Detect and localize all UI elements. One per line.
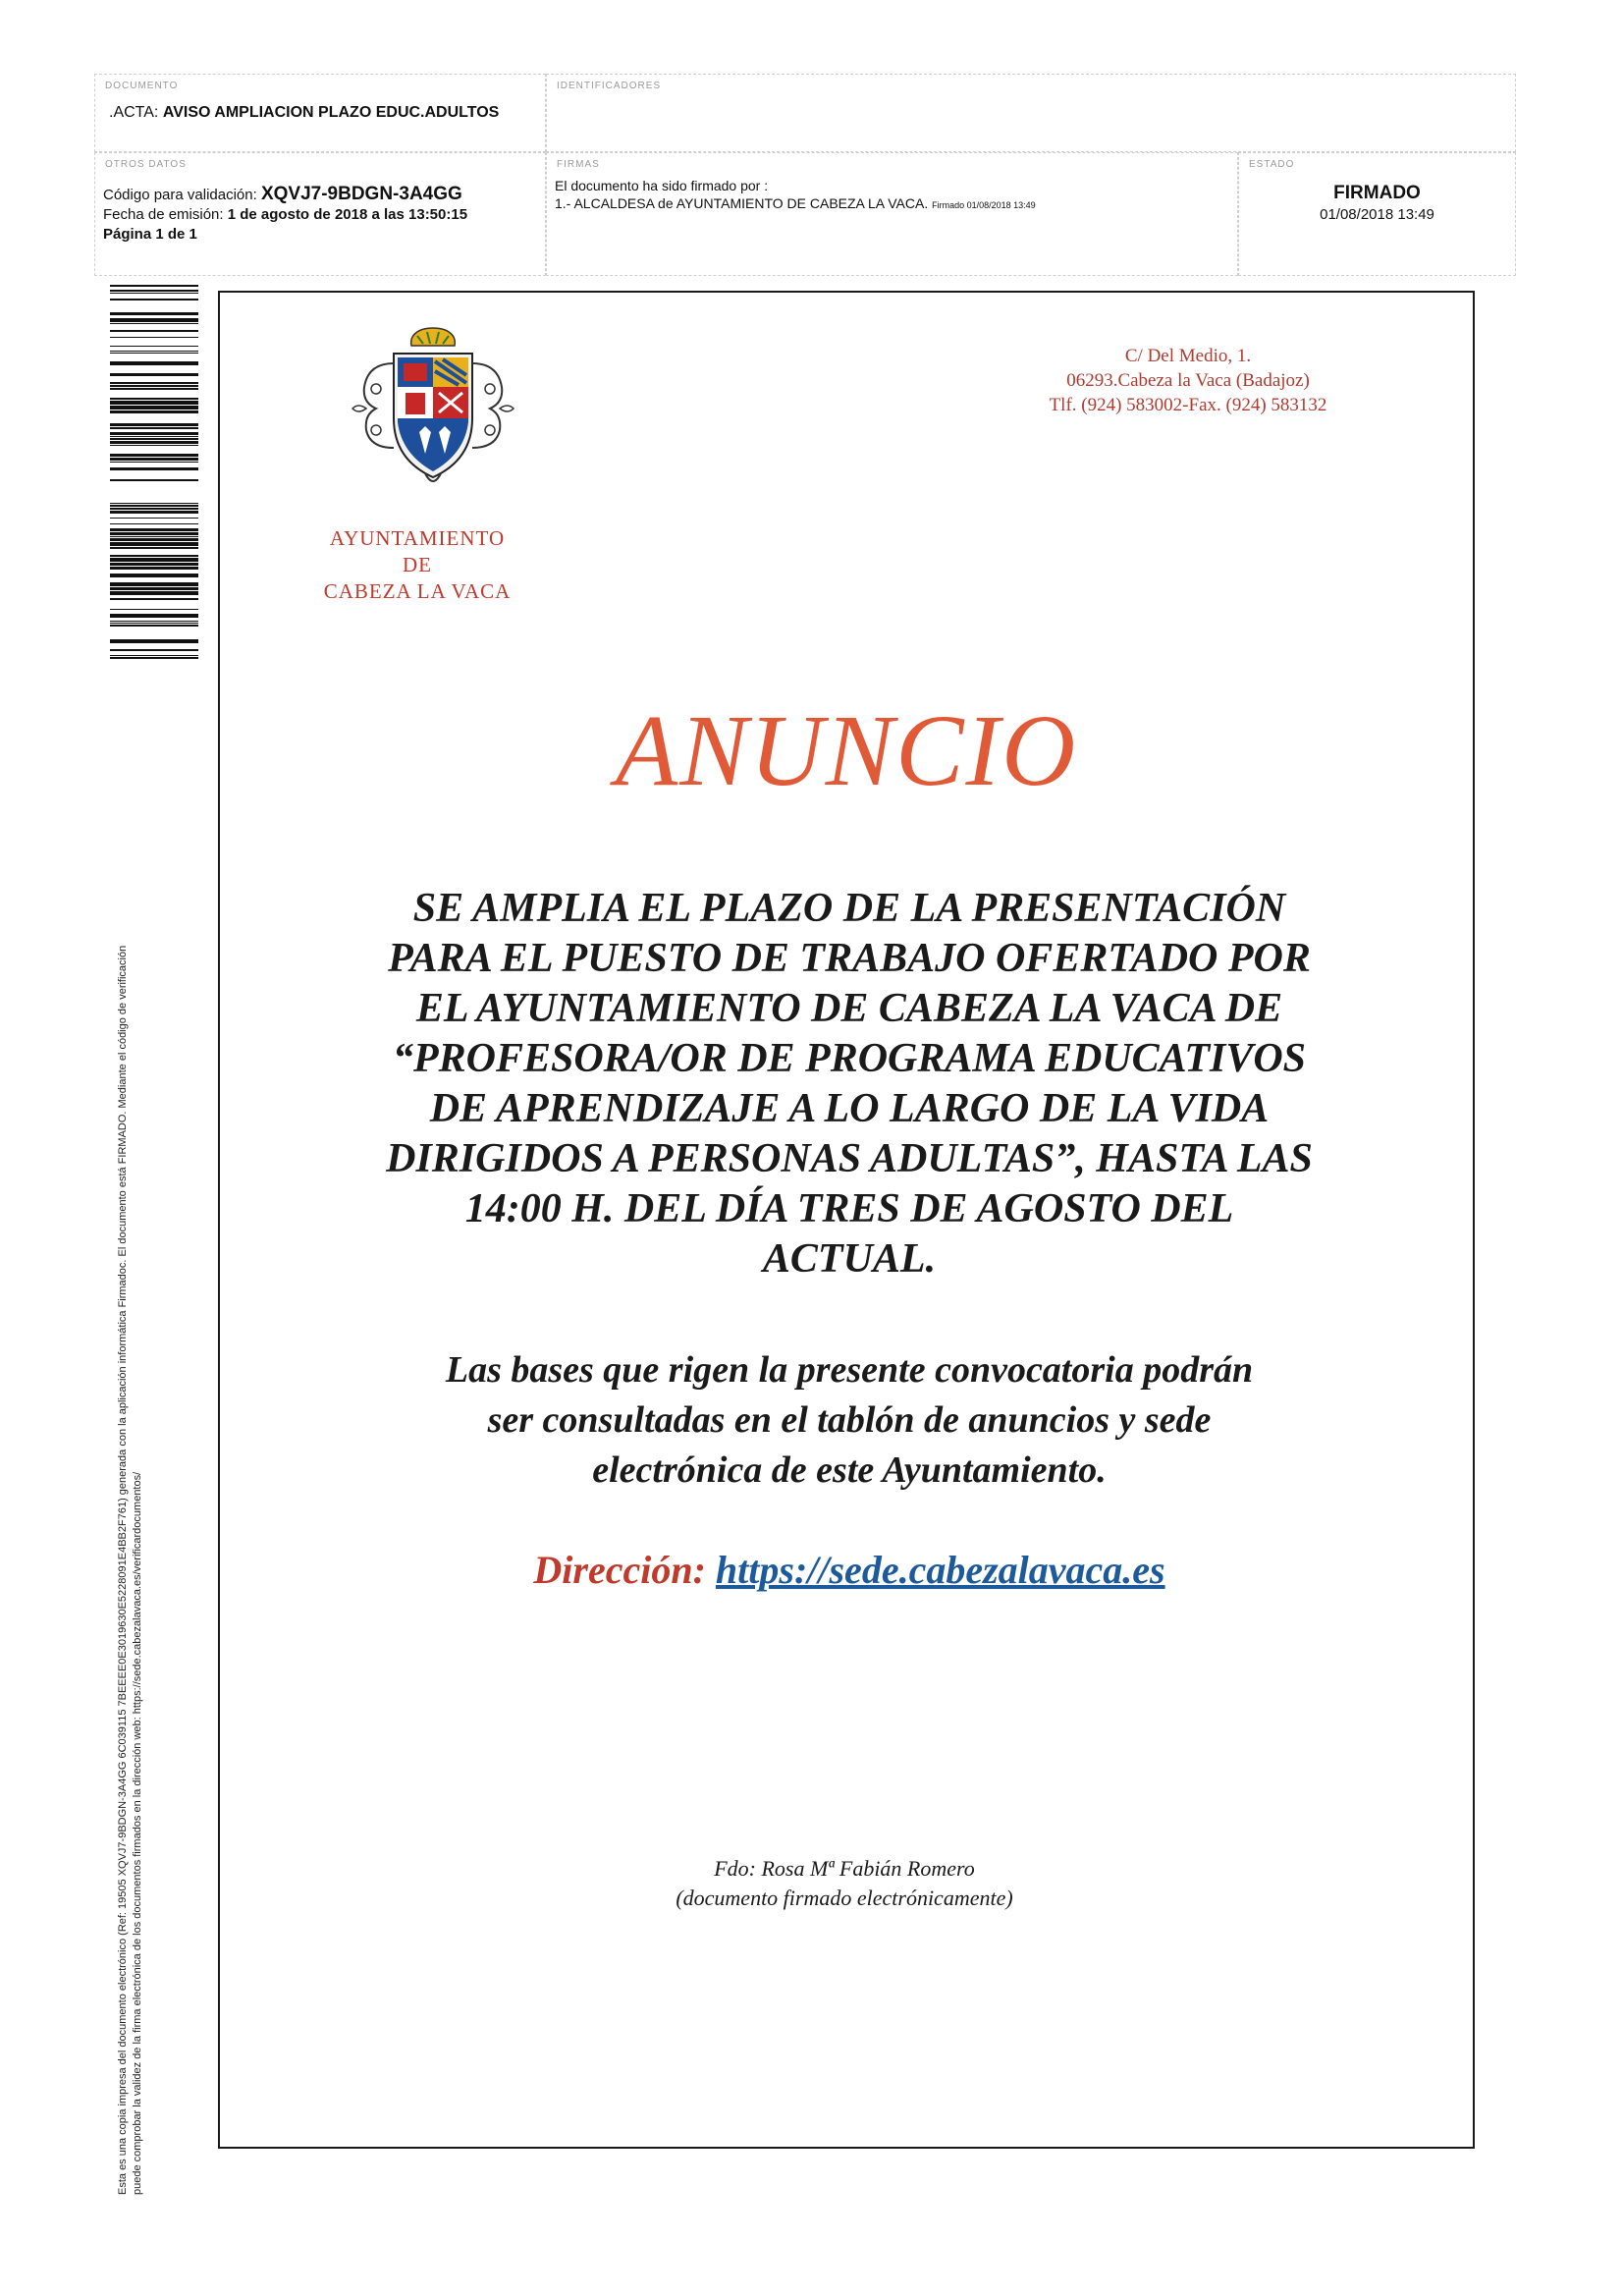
announcement-title: ANUNCIO	[615, 694, 1078, 807]
fecha-value: 1 de agosto de 2018 a las 13:50:15	[227, 206, 468, 223]
barcode-bar	[110, 290, 198, 292]
barcode-bar	[110, 318, 198, 322]
verification-side-text	[116, 946, 145, 2195]
coat-of-arms-icon	[349, 324, 517, 491]
body-line: EL AYUNTAMIENTO DE CABEZA LA VACA DE	[415, 986, 1283, 1031]
barcode-bar	[110, 623, 198, 624]
barcode-bar	[110, 505, 198, 507]
barcode-bar	[110, 582, 198, 586]
direccion-line	[314, 1547, 1384, 1593]
barcode-bar	[110, 479, 198, 481]
otros-datos-cell	[94, 152, 546, 276]
barcode-bar	[110, 467, 198, 470]
barcode-bar	[110, 511, 198, 514]
barcode-bar	[110, 508, 198, 510]
barcode-bar	[110, 639, 198, 643]
codigo-value: XQVJ7-9BDGN-3A4GG	[260, 184, 462, 204]
documento-title	[109, 104, 499, 122]
estado-date: 01/08/2018 13:49	[1320, 206, 1434, 223]
body-line: ACTUAL.	[762, 1236, 937, 1282]
sede-link[interactable]: https://sede.cabezalavaca.es	[715, 1548, 1165, 1592]
barcode-bar	[110, 312, 198, 315]
side-text-line-2: puede comprobar la validez de la firma electrónica de los documentos firmados en la dirección web: https://sede.cabezalavaca.es/verificardocumentos/	[132, 1471, 143, 2195]
estado-cell	[1238, 152, 1516, 276]
barcode-bar	[110, 423, 198, 426]
barcode-bar	[110, 410, 198, 413]
barcode-bar	[110, 609, 198, 610]
announcement-body	[314, 884, 1384, 1285]
barcode-bar	[110, 427, 198, 429]
documento-cell	[94, 74, 546, 152]
firmas-timestamp: Firmado 01/08/2018 13:49	[932, 200, 1036, 210]
bases-line: Las bases que rigen la presente convocatoria podrán	[445, 1349, 1254, 1391]
barcode-bar	[110, 330, 198, 332]
barcode-bar	[110, 558, 198, 562]
estado-value: FIRMADO	[1333, 183, 1421, 203]
identificadores-cell	[546, 74, 1516, 152]
barcode-bar	[110, 621, 198, 622]
barcode-bar	[110, 388, 198, 390]
barcode-bar	[110, 373, 198, 376]
address-line-3: Tlf. (924) 583002-Fax. (924) 583132	[1049, 395, 1327, 415]
firmas-label: FIRMAS	[557, 159, 600, 170]
bases-line: ser consultadas en el tablón de anuncios y sede	[487, 1399, 1212, 1441]
barcode-bar	[110, 299, 198, 301]
barcode-bar	[110, 547, 198, 549]
barcode-bar	[110, 445, 198, 446]
barcode-bar	[110, 382, 198, 384]
barcode-bar	[110, 591, 198, 595]
direccion-label: Dirección:	[533, 1548, 706, 1592]
codigo-label: Código para validación:	[103, 187, 257, 203]
barcode-bar	[110, 398, 198, 400]
otros-label: OTROS DATOS	[105, 159, 187, 170]
body-line: DE APRENDIZAJE A LO LARGO DE LA VIDA	[429, 1086, 1270, 1131]
barcode-bar	[110, 323, 198, 324]
firmas-line-2	[555, 194, 1036, 214]
barcode-bar	[110, 346, 198, 347]
firmas-signer: 1.- ALCALDESA de AYUNTAMIENTO DE CABEZA LA VACA.	[555, 195, 929, 211]
municipality-line-2: DE	[403, 553, 432, 576]
barcode-bar	[110, 401, 198, 405]
barcode-image	[110, 285, 198, 664]
barcode-bar	[110, 574, 198, 577]
signer-name: Fdo: Rosa Mª Fabián Romero	[714, 1856, 975, 1881]
body-line: DIRIGIDOS A PERSONAS ADULTAS”, HASTA LAS	[386, 1136, 1313, 1181]
fecha-label: Fecha de emisión:	[103, 206, 224, 223]
barcode-bar	[110, 532, 198, 535]
barcode-bar	[110, 337, 198, 338]
barcode-bar	[110, 657, 198, 659]
fecha-line	[103, 205, 467, 225]
barcode-bar	[110, 361, 198, 365]
pagina-text: Página 1 de 1	[103, 226, 197, 243]
barcode-bar	[110, 528, 198, 531]
barcode-bar	[110, 614, 198, 618]
barcode-bar	[110, 438, 198, 440]
barcode-bar	[110, 441, 198, 444]
barcode-bar	[110, 458, 198, 461]
barcode-bar	[110, 518, 198, 519]
barcode-bar	[110, 538, 198, 541]
barcode-bar	[110, 406, 198, 410]
barcode-bar	[110, 563, 198, 566]
body-line: SE AMPLIA EL PLAZO DE LA PRESENTACIÓN	[412, 886, 1286, 931]
body-line: 14:00 H. DEL DÍA TRES DE AGOSTO DEL	[464, 1186, 1234, 1231]
barcode-bar	[110, 655, 198, 656]
identificadores-label: IDENTIFICADORES	[557, 81, 662, 91]
body-line: “PROFESORA/OR DE PROGRAMA EDUCATIVOS	[392, 1036, 1307, 1081]
signature-note: (documento firmado electrónicamente)	[676, 1886, 1013, 1910]
barcode-bar	[110, 462, 198, 463]
barcode-bar	[110, 536, 198, 537]
address-block	[992, 344, 1384, 417]
municipality-line-1: AYUNTAMIENTO	[329, 526, 506, 550]
side-text-line-1: Esta es una copia impresa del documento electrónico (Ref: 19505 XQVJ7-9BDGN-3A4GG 6C039115 7BEEEE0E3019630E5228091E4BB2F761) generada con la aplicación informática Firmadoc. El documento está FIRMADO. Mediante el código de verificación	[117, 945, 129, 2195]
barcode-bar	[110, 285, 198, 287]
barcode-bar	[110, 351, 198, 352]
barcode-bar	[110, 385, 198, 387]
barcode-bar	[110, 567, 198, 570]
document-header-table	[94, 74, 1516, 276]
documento-label: DOCUMENTO	[105, 81, 179, 91]
barcode-bar	[110, 293, 198, 294]
documento-title-text: AVISO AMPLIACION PLAZO EDUC.ADULTOS	[162, 104, 500, 121]
barcode-bar	[110, 436, 198, 437]
barcode-bar	[110, 542, 198, 546]
documento-prefix: .ACTA:	[109, 104, 159, 121]
address-line-1: C/ Del Medio, 1.	[1124, 346, 1252, 366]
bases-paragraph	[314, 1345, 1384, 1496]
barcode-bar	[110, 555, 198, 557]
barcode-bar	[110, 587, 198, 590]
barcode-bar	[110, 625, 198, 627]
barcode-bar	[110, 454, 198, 457]
codigo-line	[103, 185, 467, 205]
address-line-2: 06293.Cabeza la Vaca (Badajoz)	[1066, 370, 1310, 391]
barcode-bar	[110, 523, 198, 524]
barcode-bar	[110, 649, 198, 651]
municipality-line-3: CABEZA LA VACA	[323, 579, 512, 603]
firmas-line-1: El documento ha sido firmado por :	[555, 178, 769, 193]
barcode-bar	[110, 432, 198, 435]
barcode-bar	[110, 503, 198, 504]
estado-label: ESTADO	[1249, 159, 1295, 170]
firmas-cell	[546, 152, 1238, 276]
barcode-bar	[110, 598, 198, 600]
municipality-name	[295, 525, 540, 605]
body-line: PARA EL PUESTO DE TRABAJO OFERTADO POR	[388, 936, 1311, 981]
signature-block	[550, 1854, 1139, 1913]
bases-line: electrónica de este Ayuntamiento.	[592, 1449, 1107, 1491]
barcode-bar	[110, 353, 198, 354]
